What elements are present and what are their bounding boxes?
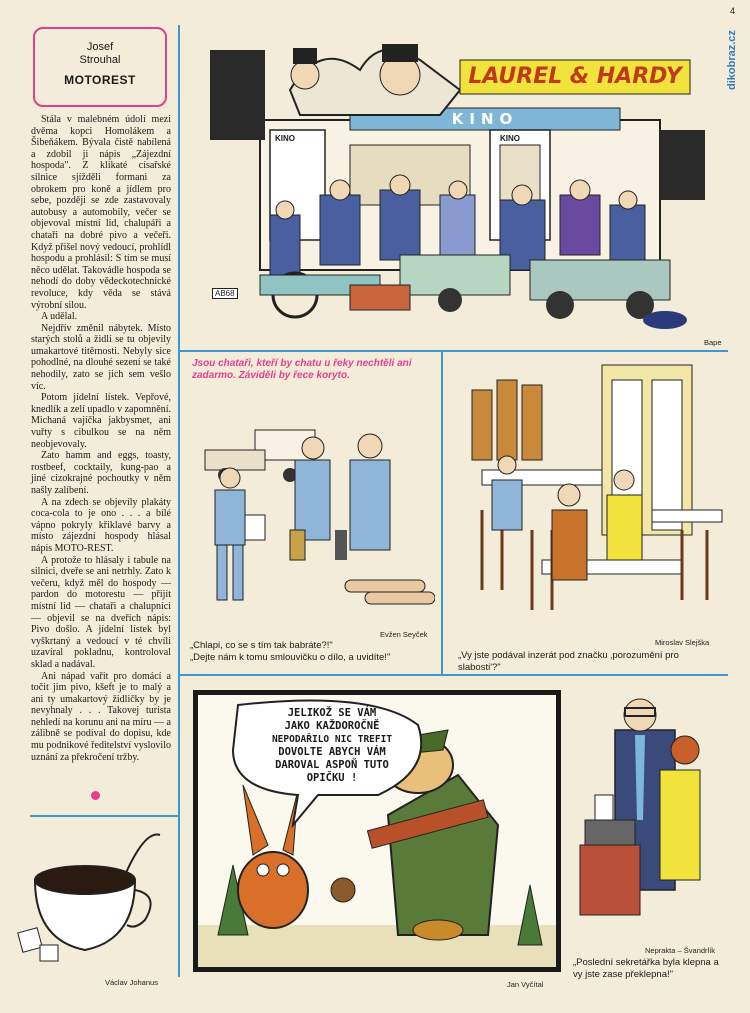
sign-kino: KINO <box>451 110 519 128</box>
end-bullet <box>91 791 100 800</box>
row-rule-1 <box>180 350 728 352</box>
author-last-name: Strouhal <box>79 54 121 66</box>
cartoon-cup <box>15 830 175 970</box>
story-paragraph: A udělal. <box>41 311 78 323</box>
door-sign-left: KINO <box>275 134 295 143</box>
speech-line: JELIKOŽ SE VÁM <box>287 707 377 719</box>
story-paragraph: Zato hamm and eggs, toasty, rostbeef, cocktaily, kung-pao a jiné cizokrajné pochoutky v něm našly zalíbení. <box>31 450 171 496</box>
door-sign-right: KINO <box>500 134 520 143</box>
cartoon-hunter <box>193 690 561 972</box>
story-paragraph: Ani nápad vařit pro domácí a točit jim pivo, kšeft je to malý a ani ty umakartový židličky by je nevyhnaly . . . Takovej turista nehledí na korunu ani na míru — a zálibně se podíval do dopisu, kde mu podnikové ředitelství vyslovilo uznání za překročení tržby. <box>31 670 171 763</box>
story-paragraph: Nejdřív změnil nábytek. Místo starých stolů a židlí se tu objevily umakartové titěrnosti. Nebyly sice pohodlné, na dlouhé sezení se také nehodily, zato se jich sem vešlo víc. <box>31 322 171 392</box>
story-paragraph: Potom jídelní lístek. Vepřové, knedlík a zelí upadlo v zapomnění. Michaná vajíčka jakbysmet, ani vuřty s cibulkou se na něm neobjevovaly. <box>31 392 171 450</box>
story-author <box>35 41 165 67</box>
speech-line: DAROVAL ASPOŇ TUTO <box>275 759 389 771</box>
story-title: MOTOREST <box>64 73 136 87</box>
caption-secretary: „Poslední sekretářka byla klepna a vy jste zase překlepna!" <box>573 957 719 980</box>
speech-line: NEPODAŘILO NIC TREFIT <box>271 734 393 745</box>
speech-line: DOVOLTE ABYCH VÁM <box>278 746 386 758</box>
cartoon-secretary <box>575 690 725 940</box>
credit-neprakta: Neprakta – Švandrlík <box>645 946 716 955</box>
row-rule-left <box>30 815 178 817</box>
story-body <box>31 114 171 784</box>
cartoon-workers <box>195 420 435 620</box>
page-number: 4 <box>730 6 736 16</box>
author-first-name: Josef <box>86 41 114 53</box>
license-plate: AB68 <box>212 288 238 299</box>
row-rule-2 <box>180 674 728 676</box>
credit-vycital: Jan Vyčítal <box>507 980 544 989</box>
column-rule-left <box>178 25 180 977</box>
credit-bape: Bape <box>704 338 722 347</box>
joke-caption: Jsou chataři, kteří by chatu u řeky nechtěli ani zadarmo. Záviděli by řece koryto. <box>192 358 412 381</box>
watermark: dikobraz.cz <box>726 30 738 90</box>
caption-restaurant: „Vy jste podával inzerát pod značku ‚porozumění pro slabosti'?" <box>458 650 679 673</box>
sign-laurel-hardy: LAUREL & HARDY <box>468 64 682 89</box>
cartoon-restaurant <box>462 360 727 630</box>
caption-workers: „Chlapi, co se s tím tak babráte?!" „Dejte nám k tomu smlouvičku o dílo, a uvidíte!" <box>190 640 391 663</box>
credit-seycek: Evžen Seyček <box>380 630 428 639</box>
speech-line: JAKO KAŽDOROČNĚ <box>284 720 380 732</box>
credit-johanus: Václav Johanus <box>105 978 158 987</box>
credit-slejska: Miroslav Slejška <box>655 638 710 647</box>
cartoon-cinema <box>200 30 720 335</box>
column-rule-middle <box>441 352 443 674</box>
story-paragraph: A protože to hlásaly i tabule na silnici, dveře se ani netrhly. Zato k večeru, když měl do hospody — pardon do motorestu — přijít místní lid — chataři a chalupníci — objevil se na dveřích nápis: Pivo došlo. A jídelní lístek byl vyškrtaný a vedoucí v té chvíli uzavíral pokladnu, kontroloval sklad a nadával. <box>31 554 171 670</box>
story-paragraph: Stála v malebném údolí mezi dvěma kopci Homolákem a Šibeňákem. Bývala čistě nabílená a zdobil ji nápis „Zájezdní hospoda". Z klikaté císařské silnice sjížděli formani za obrokem pro koně a jídlem pro sebe, později se zde zastavovaly autobusy a automobily, večer se objevoval místní lid, chalupáři a chataři na dobré pivo a večeři. Když přišel nový vedoucí, prohlídl hospodu a prohlásil: S tím se musí něco udělat. Takovádle hospoda se nehodí do doby vědeckotechnické revoluce, kdy věda se stává výrobní silou. <box>31 114 171 311</box>
title-box <box>33 27 167 107</box>
speech-bubble <box>242 707 422 785</box>
story-paragraph: A na zdech se objevily plakáty coca-cola to je ono . . . a bílé vápno pokryly křiklavé barvy a místo zájezdní hospody hlásal nápis MOTO-REST. <box>31 496 171 554</box>
speech-line: OPIČKU ! <box>306 772 358 784</box>
